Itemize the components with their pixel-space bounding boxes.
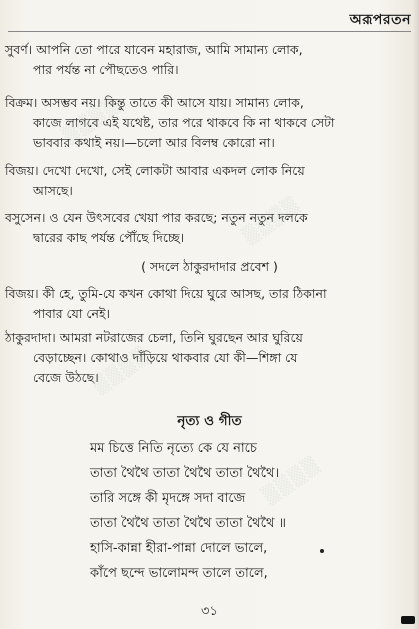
dialogue-line: কাজে লাগবে এই যথেষ্ট, তার পরে থাকবে কি না থাকবে সেটা [33, 115, 335, 130]
dialogue-bijay-2 [5, 284, 411, 324]
speaker-name: ঠাকুরদাদা। [5, 330, 56, 345]
ink-speck [320, 549, 324, 553]
dialogue-line: কী হে, তুমি-যে কখন কোথা দিয়ে ঘুরে আসছ, তার ঠিকানা [42, 286, 327, 301]
section-title: নৃত্য ও গীত [177, 413, 242, 429]
speaker-name: বিক্রম। [5, 95, 38, 110]
running-head-title: অরূপরতন [349, 12, 411, 28]
song-line: মম চিত্তে নিতি নৃত্যে কে যে নাচে [90, 441, 257, 456]
header-rule [8, 31, 411, 32]
dialogue-line: আসছে। [33, 183, 73, 198]
dialogue-line: অসম্ভব নয়। কিন্তু তাতে কী আসে যায়। সামান্য লোক, [41, 95, 304, 110]
dialogue-bijay-1 [5, 161, 411, 201]
song-line: তাতা থৈথৈ তাতা থৈথৈ তাতা থৈথৈ। [90, 466, 280, 481]
speaker-name: সুবর্ণ। [5, 42, 33, 57]
watermark-2: ▒▒▒▒ [239, 193, 304, 248]
bookmark-tab [401, 616, 415, 624]
dialogue-line: দেখো দেখো, সেই লোকটা আবার একদল লোক নিয়ে [42, 163, 305, 178]
dialogue-line: দ্বারের কাছ পর্যন্ত পৌঁছে দিচ্ছে। [33, 230, 185, 245]
stage-direction: ( সদলে ঠাকুরদাদার প্রবেশ ) [141, 259, 278, 274]
watermark-3: ▒▒▒▒ [89, 343, 154, 398]
watermark-4: ▒▒▒▒ [259, 453, 324, 508]
song-line: কাঁপে ছন্দে ভালোমন্দ তালে তালে, [90, 566, 268, 581]
dialogue-subarna [5, 40, 411, 80]
speaker-name: বিজয়। [5, 163, 39, 178]
song-line: হাসি-কান্না হীরা-পান্না দোলে ভালে, [90, 541, 268, 556]
dialogue-bikram [5, 93, 411, 153]
dialogue-line: ভাববার কথাই নয়।—চলো আর বিলম্ব কোরো না। [33, 135, 275, 150]
dialogue-basusen [5, 208, 411, 248]
dialogue-line: বেজে উঠছে। [33, 370, 99, 385]
page-number: ৩১ [201, 604, 218, 619]
song-lyrics [90, 436, 286, 586]
speaker-name: বসুসেন। [5, 210, 46, 225]
dialogue-line: পাবার যো নেই। [33, 306, 110, 321]
dialogue-line: বেড়াচ্ছেন। কোথাও দাঁড়িয়ে থাকবার যো কী—শিঙ্গা যে [33, 350, 298, 365]
dialogue-line: আপনি তো পারে যাবেন মহারাজ, আমি সামান্য লোক, [36, 42, 303, 57]
dialogue-line: পার পর্যন্ত না পৌছতেও পারি। [33, 62, 179, 77]
dialogue-thakurdada [5, 328, 411, 388]
dialogue-line: আমরা নটরাজের চেলা, তিনি ঘুরছেন আর ঘুরিয়ে [59, 330, 303, 345]
dialogue-line: ও যেন উৎসবের খেয়া পার করছে; নতুন নতুন দলকে [49, 210, 308, 225]
page-edge-shadow [413, 0, 419, 629]
song-line: তারি সঙ্গে কী মৃদঙ্গে সদা বাজে [90, 491, 246, 506]
speaker-name: বিজয়। [5, 286, 39, 301]
song-line: তাতা থৈথৈ তাতা থৈথৈ তাতা থৈথৈ ॥ [90, 516, 286, 531]
watermark-1: ▒▒▒▒ [59, 93, 124, 148]
